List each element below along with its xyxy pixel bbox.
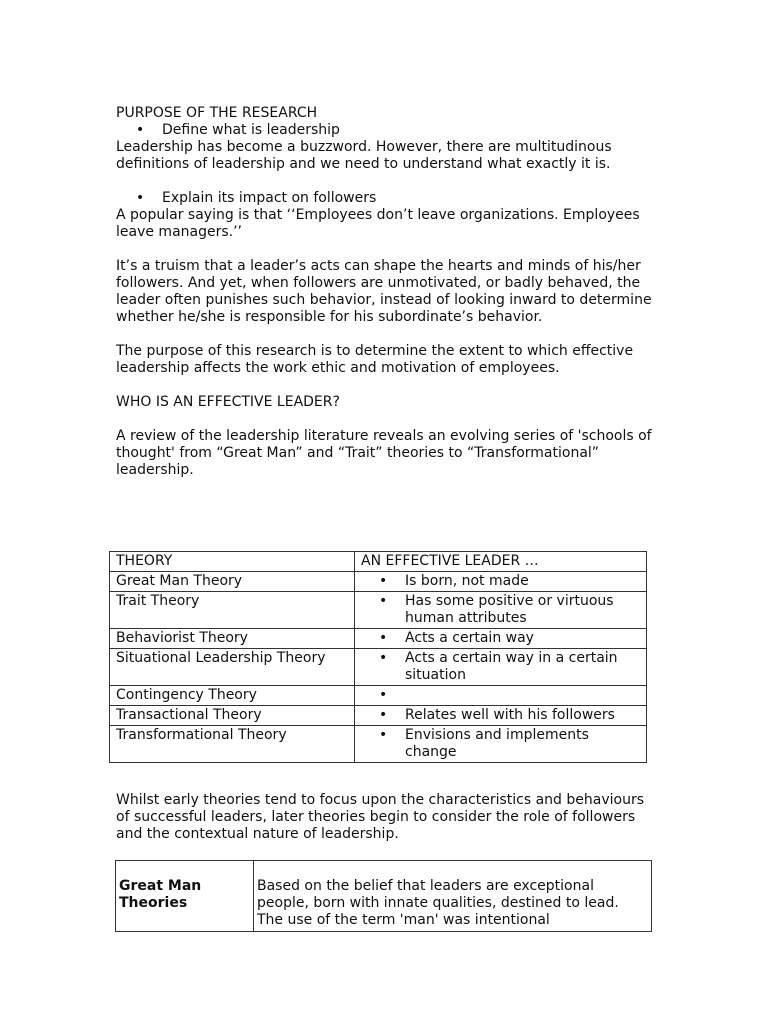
leader-text: Has some positive or virtuous human attributes [405, 593, 614, 626]
leader-cell [355, 592, 647, 629]
theory-cell: Behaviorist Theory [110, 629, 355, 649]
bullet-item [136, 190, 656, 207]
theory-cell: Transactional Theory [110, 706, 355, 726]
theory-cell: Situational Leadership Theory [110, 649, 355, 686]
bullet-icon: • [379, 630, 388, 646]
theory-cell: Transformational Theory [110, 726, 355, 763]
table-header-cell: AN EFFECTIVE LEADER … [355, 552, 647, 572]
bullet-icon: • [379, 573, 388, 589]
table-row [110, 726, 647, 763]
table-row [110, 592, 647, 629]
table-row [110, 649, 647, 686]
term-cell: Great Man Theories [116, 861, 254, 932]
leader-cell [355, 629, 647, 649]
table-row [110, 572, 647, 592]
bullet-icon: • [379, 650, 388, 666]
leader-cell [355, 686, 647, 706]
table-row [110, 706, 647, 726]
paragraph: The purpose of this research is to determine the extent to which effective leadership affects the work ethic and motivation of employees. [116, 343, 634, 376]
bullet-icon: • [379, 727, 388, 743]
leader-cell [355, 706, 647, 726]
table-row [110, 686, 647, 706]
theory-cell: Trait Theory [110, 592, 355, 629]
leader-cell [355, 726, 647, 763]
bullet-icon: • [136, 190, 145, 206]
definition-cell: Based on the belief that leaders are exceptional people, born with innate qualities, destined to lead. The use of the term 'man' was intentional [254, 861, 652, 932]
leader-text: Relates well with his followers [405, 707, 615, 723]
paragraph: A popular saying is that ‘‘Employees don’t leave organizations. Employees leave managers.’’ [116, 207, 640, 240]
table-header-cell: THEORY [110, 552, 355, 572]
bullet-text: Explain its impact on followers [162, 190, 377, 206]
bullet-icon: • [136, 122, 145, 138]
bullet-item [136, 122, 656, 139]
bullet-icon: • [379, 593, 388, 609]
theory-cell: Contingency Theory [110, 686, 355, 706]
definitions-table [115, 860, 652, 932]
bullet-icon: • [379, 707, 388, 723]
theory-cell: Great Man Theory [110, 572, 355, 592]
leader-text: Acts a certain way in a certain situation [405, 650, 618, 683]
table-header-row [110, 552, 647, 572]
paragraph: Whilst early theories tend to focus upon the characteristics and behaviours of successful leaders, later theories begin to consider the role of followers and the contextual nature of leadership. [116, 792, 644, 842]
bullet-text: Define what is leadership [162, 122, 340, 138]
paragraph: Leadership has become a buzzword. However, there are multitudinous definitions of leadership and we need to understand what exactly it is. [116, 139, 612, 172]
paragraph: It’s a truism that a leader’s acts can shape the hearts and minds of his/her followers. And yet, when followers are unmotivated, or badly behaved, the leader often punishes such behavior, instead of looking inward to determine whether he/she is responsible for his subordinate’s behavior. [116, 258, 652, 325]
leader-cell [355, 572, 647, 592]
leader-text: Envisions and implements change [405, 727, 589, 760]
leader-cell [355, 649, 647, 686]
table-row [110, 629, 647, 649]
document-body [116, 105, 656, 479]
section-heading-purpose: PURPOSE OF THE RESEARCH [116, 105, 318, 121]
bullet-icon: • [379, 687, 388, 703]
table-row [116, 861, 652, 932]
leader-text: Acts a certain way [405, 630, 534, 646]
leader-text: Is born, not made [405, 573, 529, 589]
section-heading-effective-leader: WHO IS AN EFFECTIVE LEADER? [116, 394, 340, 410]
paragraph: A review of the leadership literature reveals an evolving series of 'schools of thought' from “Great Man” and “Trait” theories to “Transformational” leadership. [116, 428, 652, 478]
theory-table [109, 551, 647, 763]
